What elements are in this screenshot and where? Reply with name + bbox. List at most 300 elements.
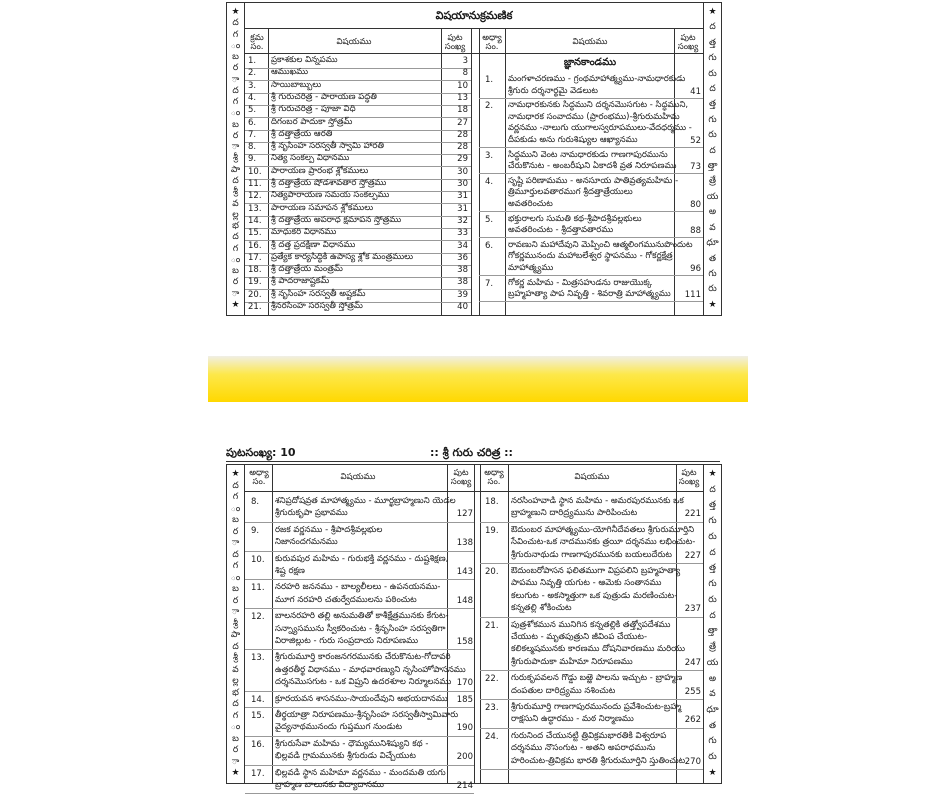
toc-row-page: 255	[684, 686, 701, 697]
toc-row-page: 185	[456, 694, 473, 705]
toc-row-line: మూగ నరహరి చతుర్వేదములను పఠించుట	[275, 594, 417, 605]
side-glyph: ద	[232, 18, 239, 29]
side-glyph: గ	[232, 243, 239, 254]
toc-row-number: 21.	[485, 620, 499, 631]
toc-row-number: 24.	[485, 731, 499, 742]
toc-row-page: 38	[457, 277, 468, 288]
side-glyph: ా	[231, 538, 240, 548]
toc-row-line: కన్నతల్లి శోకించుట	[511, 603, 572, 614]
toc-row-page: 96	[690, 264, 701, 274]
toc-row-title: శ్రీ దత్తాత్రేయ అపరాధ క్షమాపన స్తోత్రము	[271, 214, 402, 225]
toc-row-number: 20.	[485, 567, 499, 577]
toc-row-number: 1.	[485, 75, 494, 85]
side-glyph: ద	[709, 484, 716, 495]
toc-row-number: 7.	[485, 278, 494, 289]
toc-row-line: వైద్యనాథమునందు గుప్తముగ నుండుట	[275, 722, 403, 733]
toc-row-number: 7.	[248, 129, 257, 140]
side-glyph: ల్ల	[232, 676, 239, 686]
bottom-hdr-vishayam-right: విషయము	[574, 472, 610, 482]
row-rule	[245, 765, 474, 766]
side-glyph: గు	[708, 268, 717, 279]
top-hdr-adhyaya: అధ్యా సం.	[482, 33, 502, 52]
row-rule	[480, 563, 703, 564]
toc-row-page: 30	[457, 179, 468, 189]
toc-row-line: సేవించుట-ఒక నాదమునకు త్రయీ దర్శనము లభించుట-	[511, 537, 696, 548]
side-glyph: ా	[231, 756, 240, 767]
toc-row-line: భిల్లవడి స్థాన మహిమా వర్ణనము - మందమతి యగు	[275, 767, 446, 778]
toc-row-page: 138	[456, 538, 473, 549]
toc-row-number: 10.	[251, 554, 265, 565]
row-rule	[480, 522, 703, 523]
toc-row-line: బాలనరహరి తల్లి అనుమతితో కాశీక్షేత్రమునకు కేగుట-	[275, 611, 449, 622]
side-glyph: గ	[232, 97, 239, 108]
toc-row-number: 19.	[248, 277, 262, 288]
toc-row-line: సృష్టి పరిణామము - అనసూయ పాతివ్రత్యమహిమ -	[508, 175, 679, 186]
toc-row-line: గురునింద చేయునట్టి త్రివిక్రమభారతికి విశ్వరూప	[511, 730, 667, 741]
toc-row-line: బ్రాహ్మణ బాలునకు విద్యాదానము	[275, 780, 384, 790]
toc-row-number: 13.	[251, 653, 265, 664]
toc-row-page: 32	[457, 215, 468, 226]
side-glyph: అ	[708, 207, 717, 218]
toc-row-page: 28	[457, 142, 468, 153]
toc-row-number: 14.	[248, 215, 262, 226]
toc-row-page: 10	[457, 80, 468, 91]
side-glyph: ం	[230, 722, 241, 732]
toc-row-page: 148	[456, 595, 473, 606]
toc-row-title: శ్రీ దత్తాత్రేయ ఆరతి	[271, 128, 333, 139]
side-glyph: బ	[232, 119, 239, 130]
bottom-hdr-adhyaya-right: అధ్యా సం.	[484, 468, 504, 487]
side-glyph: ద	[232, 85, 239, 96]
row-rule	[245, 649, 474, 650]
toc-row-number: 10.	[248, 166, 262, 177]
side-glyph: గ	[232, 561, 239, 571]
toc-row-line: దర్శనము నొసంగుట - అతని అపరాధమును	[511, 743, 656, 754]
toc-row-number: 21.	[248, 302, 262, 312]
side-glyph: ★	[231, 469, 240, 479]
toc-row-line: నరహరి జననము - బాల్యలీలలు - ఉపనయనము-	[275, 582, 441, 593]
row-rule	[245, 579, 474, 580]
side-glyph: శ్రీ	[233, 153, 238, 164]
toc-row-title: సాయిబాబ్బులు	[271, 79, 322, 90]
toc-row-title: శ్రీనరసింహ సరస్వతీ స్తోత్రమ్	[271, 301, 363, 311]
toc-row-line: శ్రీగురునాథుడు గాణగాపురమునకు బయలుదేరుట	[511, 549, 672, 560]
toc-row-number: 5.	[248, 105, 257, 116]
toc-row-number: 15.	[248, 228, 262, 239]
side-glyph: రు	[708, 531, 717, 542]
toc-row-line: శ్రీగురుసేవా మహిమ - ధౌమ్యమునిశిష్యుని కథ -	[275, 738, 429, 749]
side-glyph: త్త	[708, 500, 716, 511]
toc-row-title: ప్రత్యేక కార్యసిద్ధికి ఉపాస్య శ్లోక మంత్రములు	[271, 251, 414, 262]
toc-row-page: 170	[456, 678, 473, 689]
side-glyph: వ	[232, 664, 239, 675]
divider	[268, 29, 269, 315]
side-glyph: గ	[232, 492, 239, 502]
toc-row-number: 9.	[251, 525, 260, 536]
toc-row-number: 9.	[248, 154, 257, 165]
toc-row-page: 28	[457, 129, 468, 140]
toc-row-line: కురువపుర మహిమ - గురుభక్తి వర్ణనము - దుష్టశిక్షణ,	[275, 553, 449, 564]
row-rule	[245, 736, 474, 737]
side-glyph: ద	[232, 549, 239, 560]
running-title: :: శ్రీ గురు చరిత్ర ::	[430, 446, 513, 459]
toc-row-line: హరించుట-త్రివిక్రమ భారతి శ్రీగురుమూర్తిని స్తుతించుట	[511, 755, 686, 766]
row-rule	[245, 522, 474, 523]
toc-row-title: పారాయణ సమాపన శ్లోకములు	[271, 202, 374, 213]
toc-row-title: శ్రీ గురుచరిత్ర - పారాయణ పద్ధతి	[271, 91, 377, 102]
toc-row-page: 38	[457, 265, 468, 276]
side-glyph: ా	[231, 607, 240, 617]
toc-row-line: ఉత్తరతీర్థ విధానము - మాధవారణ్యుని నృసింహోపాసనము	[275, 664, 466, 675]
side-glyph: ★	[708, 299, 717, 310]
toc-row-page: 111	[684, 290, 701, 301]
toc-row-line: వర్ణనము -నాలుగు యుగాలస్వరూపములు-వేదధర్మము -	[508, 123, 692, 134]
top-page	[226, 2, 722, 316]
side-glyph: గు	[708, 736, 717, 747]
toc-row-line: పాపము నివృత్తి యగుట - ఆమెకు సంతానము	[511, 578, 662, 589]
divider	[505, 29, 506, 315]
side-glyph: గు	[708, 53, 717, 64]
toc-row-line: దీపకుడు అను గురుశిష్యుల ఆఖ్యానము	[508, 135, 638, 145]
toc-row-page: 18	[457, 105, 468, 116]
side-glyph: ★	[231, 7, 240, 17]
toc-row-number: 2.	[485, 101, 494, 112]
toc-row-line: సన్న్యాసమును స్వీకరించుట - శ్రీనృసింహ సరస్వతిగా	[275, 623, 446, 634]
toc-row-page: 40	[457, 302, 468, 312]
side-glyph: ర	[232, 277, 239, 288]
toc-row-page: 13	[457, 92, 468, 103]
side-glyph: ం	[230, 503, 241, 514]
top-hdr-page-right: పుట సంఖ్య	[677, 33, 699, 52]
toc-row-line: గోకర్ణమునందు మహాబలేశ్వర స్థాపనము - గోకర్ణక్షేత్ర	[508, 251, 673, 262]
section-jnana-kandamu: జ్ఞానకాండము	[563, 57, 617, 68]
toc-row-line: శనిప్రదోషవ్రత మాహాత్మ్యము - మూర్ఖబ్రాహ్మణుని యెడల	[275, 496, 456, 506]
toc-row-line: శిష్ట రక్షణ	[275, 566, 305, 576]
toc-row-line: రావణుని మహాదేవుని మెప్పించి ఆత్మలింగమునుపొందుట	[508, 239, 693, 250]
toc-row-number: 6.	[248, 117, 257, 128]
row-rule	[245, 691, 474, 692]
toc-row-number: 16.	[251, 739, 265, 750]
toc-row-page: 237	[684, 604, 701, 615]
toc-row-page: 73	[690, 162, 701, 173]
toc-row-number: 17.	[248, 252, 262, 263]
toc-row-line: భిల్లవడి గ్రామమునకు శ్రీగురుడు విచ్చేయుట	[275, 751, 416, 762]
side-glyph: త్త	[708, 99, 716, 110]
side-glyph: య	[706, 191, 719, 202]
side-glyph: ద	[709, 22, 716, 33]
page-number-label: పుటసంఖ్య: 10	[226, 446, 296, 459]
toc-row-line: బ్రహ్మహత్యా పాప నివృత్తి - శివరాత్రి మాహాత్మ్యము	[508, 289, 671, 300]
bottom-hdr-vishayam-left: విషయము	[340, 472, 376, 482]
toc-row-line: ఔదుంబరోపాసన ఫలితముగా విప్రపలిని బ్రహ్మహత్యా	[511, 566, 681, 576]
side-glyph: ల్ల	[232, 209, 239, 220]
side-glyph: రు	[708, 68, 717, 79]
top-hdr-vishayam-left: విషయము	[336, 37, 372, 47]
toc-row-page: 31	[457, 191, 468, 202]
toc-row-line: దంపతుల దారిద్ర్యము నశించుట	[511, 685, 616, 696]
toc-row-line: నిజానందగమనము	[275, 537, 338, 548]
row-rule	[480, 670, 703, 671]
toc-row-line: గురుకృపవలన గొడ్డు బఱ్ఱె పాలను ఇచ్చుట - బ్రాహ్మణ	[511, 673, 683, 684]
side-glyph: గు	[708, 114, 717, 125]
side-glyph: ★	[231, 299, 240, 310]
toc-row-title: దిగంబర పాదుకా స్తోత్రమ్	[271, 116, 353, 127]
toc-row-title: శ్రీ దత్త ప్రదక్షిణా విధానము	[271, 239, 356, 250]
toc-row-number: 16.	[248, 240, 262, 251]
toc-row-page: 88	[690, 226, 701, 237]
bottom-left-side-strip	[227, 465, 245, 783]
toc-row-line: శ్రీగురుమూర్తి గాణగాపురమునందు ప్రవేశించుట-బ్రహ్మ	[511, 702, 682, 712]
toc-row-page: 80	[690, 200, 701, 210]
toc-row-page: 3	[462, 56, 468, 66]
row-rule	[480, 617, 703, 618]
toc-row-number: 12.	[248, 191, 262, 202]
toc-row-number: 5.	[485, 214, 494, 225]
side-glyph: త్త	[708, 563, 716, 574]
toc-row-number: 12.	[251, 612, 265, 623]
toc-row-line: భక్తురాలగు సుమతి కథ-శ్రీపాదశ్రీవల్లభులు	[508, 213, 642, 224]
side-glyph: ద	[709, 547, 716, 558]
toc-row-page: 29	[457, 154, 468, 165]
side-glyph: ర	[232, 526, 239, 537]
top-left-side-strip	[227, 3, 245, 315]
bottom-hdr-page-left: పుట సంఖ్య	[450, 468, 472, 487]
toc-row-page: 30	[457, 166, 468, 177]
side-glyph: వ	[709, 689, 716, 700]
toc-row-title: పారాయణ ప్రారంభ శ్లోకములు	[271, 165, 369, 176]
divider	[474, 465, 475, 783]
toc-row-page: 41	[690, 86, 701, 97]
side-glyph: శ్రీ	[233, 187, 238, 198]
toc-row-page: 214	[456, 781, 473, 791]
toc-row-line: శ్రీగురుపాదుకా మహిమా నిరూపణము	[511, 656, 633, 667]
toc-row-title: నిత్య సంకల్ప విధానము	[271, 153, 350, 164]
side-glyph: ం	[230, 572, 241, 583]
side-glyph: ద	[232, 175, 239, 186]
toc-row-line: క్రూరయవన శాసనము-సాయందేవుని అభయదానము	[275, 693, 448, 704]
side-glyph: ర	[232, 595, 239, 606]
side-glyph: పా	[230, 630, 241, 640]
divider	[479, 29, 480, 315]
yellow-divider-band	[208, 356, 748, 402]
row-rule	[479, 301, 703, 302]
toc-row-number: 4.	[248, 92, 257, 103]
toc-row-number: 1.	[248, 56, 257, 66]
toc-row-line: అవతరించుట	[508, 199, 553, 209]
row-rule	[245, 551, 474, 552]
toc-row-line: శ్రీగురుమూర్తి కారంజనగరమునకు చేరుకొనుట-గోదావరి	[275, 652, 451, 663]
toc-row-line: కలుగుట - అకస్మాత్తుగా ఒక పుత్రుడు మరణించుట-	[511, 590, 678, 601]
toc-row-page: 270	[684, 756, 701, 767]
toc-row-page: 31	[457, 203, 468, 214]
side-glyph: ా	[231, 288, 240, 299]
side-glyph: ం	[230, 40, 241, 51]
bottom-hdr-page-right: పుట సంఖ్య	[678, 468, 700, 487]
side-glyph: వ	[709, 222, 716, 233]
side-glyph: ర	[232, 63, 239, 74]
toc-row-title: మాధుకరి విధానము	[271, 227, 337, 238]
toc-row-line: చేరుకొనుట - అంబరీషుని ఏకాదశీ వ్రత నిరూపణము	[508, 161, 677, 172]
toc-row-title: శ్రీ నృసింహ సరస్వతీ స్వామి హారతి	[271, 141, 385, 152]
toc-row-line: రజక వర్ణనము - శ్రీపాదశ్రీవల్లభుల	[275, 524, 383, 535]
toc-row-number: 17.	[251, 768, 265, 779]
side-glyph: ★	[708, 7, 717, 17]
side-glyph: ★	[708, 469, 717, 479]
side-glyph: ★	[708, 767, 717, 778]
toc-row-line: కలికల్మషమునకు కారణము దోషనివారణము మరియు	[511, 644, 686, 655]
row-rule	[245, 608, 474, 609]
toc-row-number: 8.	[248, 142, 257, 153]
side-glyph: రు	[708, 284, 717, 295]
toc-row-number: 11.	[248, 179, 262, 189]
toc-row-page: 34	[457, 240, 468, 251]
toc-row-line: త్రిమూర్తులవతారముగ శ్రీదత్తాత్రేయులు	[508, 187, 633, 198]
toc-row-title: నిత్యపారాయణ సమయ సంకల్పము	[271, 190, 390, 201]
running-title-rule	[226, 461, 720, 462]
side-glyph: శ్రీ	[233, 653, 238, 663]
toc-title: విషయానుక్రమణిక	[245, 9, 703, 29]
toc-row-title: శ్రీ దత్తాత్రేయ మంత్రమ్	[271, 264, 343, 275]
side-glyph: ా	[231, 74, 240, 85]
side-glyph: బ	[232, 584, 239, 594]
divider	[471, 29, 472, 315]
toc-row-number: 6.	[485, 240, 494, 251]
toc-row-line: అవతరించుట - శ్రీదత్తావతారము	[508, 225, 614, 236]
side-glyph: త	[708, 720, 716, 731]
toc-row-title: ఆముఖము	[271, 67, 309, 78]
toc-row-page: 39	[457, 289, 468, 300]
toc-row-title: శ్రీ నృసింహ సరస్వతీ అష్టకమ్	[271, 288, 366, 299]
toc-row-number: 20.	[248, 289, 262, 300]
bottom-right-side-strip	[703, 465, 721, 783]
toc-row-number: 18.	[248, 265, 262, 276]
side-glyph: రు	[708, 752, 717, 763]
toc-row-title: శ్రీ దత్తాత్రేయ షోడశావతార స్తోత్రము	[271, 178, 387, 188]
side-glyph: త్తా	[707, 626, 718, 637]
toc-row-number: 3.	[485, 150, 494, 161]
toc-row-line: మంగళాచరణము - గ్రంథమాహాత్మ్యము-నామధారకుడు	[508, 74, 686, 84]
toc-row-number: 14.	[251, 694, 265, 705]
side-glyph: శ్రీ	[233, 618, 238, 629]
side-glyph: ర	[232, 130, 239, 141]
side-glyph: ద	[709, 610, 716, 621]
side-glyph: త్రే	[708, 176, 716, 187]
divider	[480, 465, 481, 783]
toc-row-page: 200	[456, 752, 473, 763]
toc-row-page: 52	[690, 136, 701, 146]
side-glyph: ం	[230, 108, 241, 119]
bottom-hdr-adhyaya-left: అధ్యా సం.	[249, 468, 269, 487]
toc-row-page: 33	[457, 228, 468, 239]
toc-row-page: 227	[684, 550, 701, 561]
side-glyph: బ	[232, 266, 239, 277]
toc-row-line: శ్రీగురుకృపా ప్రభావము	[275, 508, 348, 519]
top-hdr-page-left: పుట సంఖ్య	[444, 33, 466, 52]
toc-row-number: 11.	[251, 583, 265, 594]
side-glyph: రు	[708, 130, 717, 141]
toc-row-number: 4.	[485, 176, 494, 187]
toc-row-title: శ్రీ గురుచరిత్ర - పూజా విధి	[271, 104, 356, 115]
toc-row-line: నామధారక సంవాదము (ప్రారంభము)-శ్రీగురుమహిమ	[508, 111, 680, 122]
toc-row-line: శ్రీగురు దర్శనార్థమై వెడలుట	[508, 85, 598, 96]
toc-row-line: బ్రాహ్మణుని దారిద్ర్యమును పారిపించుట	[511, 508, 638, 519]
toc-row-line: మాహాత్మ్యము	[508, 263, 554, 273]
toc-row-page: 36	[457, 252, 468, 263]
side-glyph: ధూ	[706, 238, 719, 249]
toc-row-page: 143	[456, 567, 473, 577]
toc-row-page: 127	[456, 509, 473, 520]
toc-row-page: 262	[684, 715, 701, 726]
toc-row-line: చేయుట - మృతపుత్రుని జీవింప చేయుట-	[511, 632, 648, 642]
toc-row-page: 247	[684, 657, 701, 668]
toc-row-line: దర్శనమొసగుట - ఒక విప్రుని ఉదరశూల నిర్మూలనము	[275, 677, 452, 688]
side-glyph: త్తా	[707, 161, 718, 172]
toc-row-page: 221	[684, 509, 701, 520]
row-rule	[245, 707, 474, 708]
side-glyph: ం	[230, 254, 241, 265]
toc-row-number: 18.	[485, 497, 499, 507]
side-glyph: అ	[708, 673, 717, 684]
side-glyph: ా	[231, 142, 240, 153]
side-glyph: త్రే	[708, 642, 716, 653]
top-hdr-vishayam-right: విషయము	[572, 37, 608, 47]
side-glyph: ద	[232, 699, 239, 709]
toc-row-page: 158	[456, 637, 473, 647]
side-glyph: బ	[232, 733, 239, 744]
side-glyph: గ	[232, 29, 239, 40]
side-glyph: భ	[232, 687, 239, 698]
side-glyph: ద	[232, 232, 239, 243]
side-glyph: వ	[232, 198, 239, 209]
toc-row-number: 22.	[485, 674, 499, 685]
divider	[508, 465, 509, 783]
toc-row-line: నరసింహవాడి స్థాన మహిమ - అమరపురమునకు ఒక	[511, 496, 684, 506]
side-glyph: త్త	[708, 37, 716, 48]
toc-row-page: 8	[462, 68, 468, 79]
side-glyph: గ	[232, 710, 239, 721]
top-right-side-strip	[703, 3, 721, 315]
toc-row-line: పుత్రశోకమున మునిగిన కన్నతల్లికి తత్త్వోపదేశము	[511, 619, 671, 630]
toc-row-number: 2.	[248, 68, 257, 79]
side-glyph: భ	[232, 221, 239, 232]
row-rule	[480, 728, 703, 729]
side-glyph: బ	[232, 515, 239, 525]
toc-row-line: రాక్షసుని ఉద్ధారము - మఠ నిర్మాణము	[511, 714, 634, 725]
side-glyph: త	[708, 253, 716, 264]
side-glyph: ద	[232, 480, 239, 491]
toc-row-line: గోకర్ణ మహిమ - మిత్రసహుడను రాజుయొక్క	[508, 277, 652, 288]
side-glyph: ధూ	[706, 705, 719, 716]
side-glyph: ద	[709, 84, 716, 95]
side-glyph: పా	[230, 164, 241, 175]
toc-row-line: ఔదుంబర మాహాత్మ్యము-యోగినీదేవతలు శ్రీగురుమూర్తిని	[511, 524, 695, 535]
side-glyph: గు	[708, 579, 717, 590]
toc-row-title: శ్రీ పాదరాజాష్టకమ్	[271, 276, 330, 287]
toc-row-number: 8.	[251, 497, 260, 507]
top-hdr-krama: క్రమ సం.	[250, 33, 264, 52]
side-glyph: బ	[232, 52, 239, 63]
side-glyph: ★	[231, 768, 240, 778]
toc-row-page: 190	[456, 723, 473, 734]
side-glyph: ద	[232, 641, 239, 652]
side-glyph: ర	[232, 745, 239, 755]
toc-row-line: తీర్థయాత్రా నిరూపణము-శ్రీనృసింహ సరస్వతీస్వామివారు	[275, 710, 459, 720]
bottom-page	[226, 464, 722, 791]
row-rule	[480, 699, 703, 700]
row-rule	[480, 769, 703, 770]
side-glyph: య	[706, 657, 719, 668]
toc-row-title: ప్రకాశకుల విన్నపము	[271, 55, 338, 65]
